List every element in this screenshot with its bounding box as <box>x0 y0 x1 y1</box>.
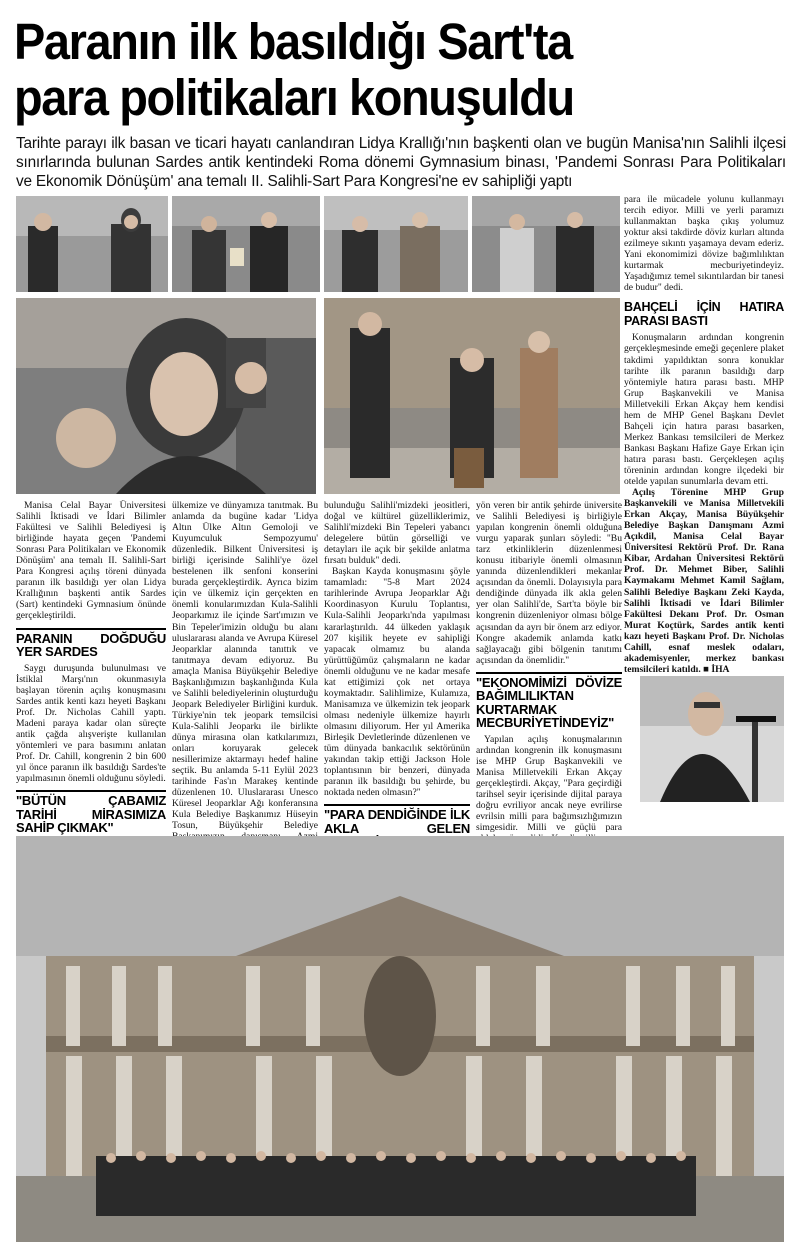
col5-paragraph-1: para ile mücadele yolunu kullanmayı tercih ediyor. Milli ve yerli paramızı kullanmaktan başka çıkış yolumuz yoktur aksi takdirde döviz kurları altında ezilmeye sıkıntı yaşamaya devam ederiz. Yani ekonomimizi dövize bağımlılıktan kurtarmak mecburiyetindeyiz. Yaşadığımız temel sıkıntılardan bir tanesi de budur" dedi. <box>624 194 784 294</box>
photo-ceremony-handshake <box>16 196 168 292</box>
col2-paragraph-1: ülkemize ve dünyamıza tanıtmak. Bu anlamda da bugüne kadar 'Lidya Altın Ülke Altın Gemoloji ve Kuyumculuk Sempozyumu' düzenledik. Bilkent Üniversitesi iş birliği içerisinde Salihli'ye özel bestelenen ilk senfoni konserini burada gerçekleştirdik. Ayrıca bizim için ve ülkemiz için gerçekten en önemli konularımızdan Kula-Salihli Jeoparkımız ile içinde Sart'ımızın ve Bin Tepeler'imizin olduğu bu alanı uluslararası alanda ve Avrupa Küresel Jeoparklar alanında tanıttık ve tanıtmaya devam ediyoruz. Bu amaçla Manisa Büyükşehir Belediye Başkanlığımızın başkanlığında Kula ve Salihli belediyelerinin oluşturduğu Jeopark Belediyeler Birliğini kurduk. Türkiye'nin tek jeopark temsilcisi Kula-Salihli Jeoparkı ile birlikte dünya mirasına olan katkılarımızı, onları koruyarak gelecek nesillerimize aktarmayı hedef haline seçtik. Bu anlamda 5-11 Eylül 2023 tarihinde Fas'ın Marakeş kentinde düzenlenen 10. Uluslararası Unesco Küresel Jeoparklar Ağı konferansına Kula Belediye Başkanımız Hüseyin Tosun, Büyükşehir Belediye <box>172 500 318 832</box>
column-1 <box>16 500 166 872</box>
column-3 <box>324 500 470 886</box>
col1-subheading-1: PARANIN DOĞDUĞU YER SARDES <box>16 628 166 659</box>
news-agency-credit: ■ İHA <box>703 663 730 675</box>
col5-subheading: BAHÇELİ İÇİN HATIRA PARASI BASTI <box>624 300 784 328</box>
col3-paragraph-1: bulunduğu Salihli'mizdeki jeositleri, doğal ve kültürel güzelliklerimiz, Salihli'mizdeki Bin Tepeleri yabancı delegelere bütün görselliği ve detayları ile açık bir şekilde anlatma fırsatı bulduk" dedi. <box>324 500 470 567</box>
col3-subheading-1: "PARA DENDİĞİNDE İLK AKLA GELEN <box>324 804 470 849</box>
headline-line-1: Paranın ilk basıldığı Sart'ta <box>14 13 572 70</box>
col4-paragraph-1: yön veren bir antik şehirde üniversite ve Salihli Belediyesi iş birliğiyle yapılan kongrenin önemli olduğuna vurgu yaparak şunları söyledi: "Bu tarz etkinliklerin düzenlenmesi konusu itibariyle önemli olmasının yanında düzenlendikleri mekanlar açısından da önemli. Dolayısıyla para dendiğinde dünyada ilk akla gelen yer olan Salihli'de, Sart'ta böyle bir kongrenin düzenleniyor olması bölge açısından da ayrı bir önem arz ediyor. Kongre akademik anlamda katkı sağlayacağı gibi bölgenin tanıtımı açısından da önemlidir." <box>476 500 622 666</box>
col5-paragraph-2: Konuşmaların ardından kongrenin gerçekleşmesinde emeği geçenlere plaket takdimi yapıldıktan sonra konuklar tarihte ilk paranın basıldığı darp yöntemiyle hatıra parası bastı. MHP Grup Başkanvekili ve Manisa Milletvekili Erkan Akçay hem kendisi hem de MHP Genel Başkanı Devlet Bahçeli için hatıra parası basarken, Merkez Bankası temsilcileri de Merkez Bankası Başkanı Hafize Gaye Erkan için hatıra parası bastı. Gerçekleşen açılış töreninin ardından kongre ilçedeki bir otelde yapılan sunumlarla devam etti. <box>624 332 784 488</box>
deck: Tarihte parayı ilk basan ve ticari hayatı canlandıran Lidya Krallığı'nın başkenti olan ve bugün Manisa'nın Salihli ilçesi sınırlarında bulunan Sardes antik kentindeki Roma dönemi Gymnasium binası, 'Pandemi Sonrası Para Politikaları ve Ekonomik Dönüşüm' ana temalı II. Salihli-Sart Para Kongresi'ne ev sahipliği yaptı <box>16 135 786 190</box>
col1-subheading-2: "BÜTÜN ÇABAMIZ TARİHİ MİRASIMIZA SAHİP ÇIKMAK" <box>16 790 166 835</box>
headline <box>14 14 724 126</box>
photo-speaker-podium <box>640 676 784 802</box>
col4-paragraph-2: Yapılan açılış konuşmalarının ardından kongrenin ilk konuşmasını ise MHP Grup Başkanvekili ve Manisa Milletvekili Erkan Akçay gerçekleştirdi. Akçay, "Para geçirdiği tarihsel seyir içerisinde dijital paraya doğru evriliyor ancak neye evrilirse evrilsin milli para bağımsızlığımızın simgesidir. Milli ve güçlü para <box>476 733 622 834</box>
column-4 <box>476 500 622 888</box>
photo-plaque-presentation-3 <box>472 196 620 292</box>
col1-paragraph-1: Manisa Celal Bayar Üniversitesi Salihli İktisadi ve İdari Bilimler Fakültesi ve Salihli Belediyesi iş birliğinde hayata geçen 'Pandemi Sonrası Para Politikaları ve Ekonomik Dönüşüm' ana temalı II. Salihli-Sart Para Kongresi açılış töreni dünyada paranın ilk basıldığı yer olan Lidya Krallığının başkenti antik Sardes (Sart) kentindeki Gymnasium önünde gerçekleştirildi. <box>16 500 166 622</box>
credit-text: İHA <box>711 663 730 675</box>
col5-paragraph-3 <box>624 487 784 675</box>
col5-attendees: Açılış Törenine MHP Grup Başkanvekili ve Manisa Milletvekili Erkan Akçay, Manisa Büyükşehir Belediye Başkan Danışmanı Azmi Açıkdil, Manisa Celal Bayar Üniversitesi Rektörü Prof. Dr. Rana Kibar, Ardahan Üniversitesi Rektörü Prof. Dr. Mehmet Biber, Salihli Kaymakamı Mehmet Kamil Sağlam, Salihli Belediye Başkanı Zeki Kayda, Salihli İktisadi ve İdari Bilimler Fakültesi Dekanı Prof. Dr. Osman Murat Koçtürk, Sardes antik kenti kazı heyeti Başkanı Prof. Dr. Nicholas Cahill, esnaf meslek odaları, akademisyenler, merkez bankası temsilcileri katıldı. <box>624 487 784 675</box>
col1-paragraph-2: Saygı duruşunda bulunulması ve İstiklal Marşı'nın okunmasıyla başlayan törenin açılış konuşmasını Sardes antik kenti kazı heyeti Başkanı Prof. Dr. Nicholas Cahill yaptı. Madeni paraya kadar olan süreçte antik çağda alışverişte kullanılan yöntemleri ve para basımını anlatan Prof. Dr. Cahill, kongrenin 2 bin 600 yıl önce paranın ilk basıldığı Sardes'te yapılmasının önemli olduğunu söyledi. <box>16 662 166 784</box>
col3-paragraph-2: Başkan Kayda konuşmasını şöyle tamamladı: "5-8 Mart 2024 tarihlerinde Avrupa Jeoparklar Ağı Koordinasyon Kurulu Toplantısı, Kula-Salihli Jeoparkı'nda yapılması kararlaştırıldı. 44 ülkeden yaklaşık 207 kişilik heyete ev sahipliği yapacak olmamız bu alanda yürüttüğümüz çalışmaların ne kadar önemli olduğunu ve ne kadar mesafe kat ettiğimizi çok net ortaya koymaktadır. Salihlimize, Kulamıza, Manisamıza ve ülkemizin tek jeopark olması nedeniyle ülkemize hayırlı olmasını diliyorum. Her yıl Amerika Birleşik Devletlerinde düzenlenen ve tüm dünyada bankacılık sektörünün yakından takip ettiği Jackson Hole toplantısının bir benzeri, dünyada paranın ilk basıldığı bu şehirde, bu noktada neden olmasın?" <box>324 566 470 799</box>
headline-line-2: para politikaları konuşuldu <box>14 69 574 126</box>
column-5-top <box>624 194 784 675</box>
photo-woman-hijab-closeup <box>16 298 316 494</box>
col4-subheading-1: "EKONOMİMİZİ DÖVİZE BAĞIMLILIKTAN KURTARMAK MECBURİYETİNDEYİZ" <box>476 672 622 730</box>
photo-plaque-presentation <box>172 196 320 292</box>
photo-gymnasium-group <box>16 836 784 1242</box>
photo-coin-striking <box>324 298 620 494</box>
photo-plaque-presentation-2 <box>324 196 468 292</box>
